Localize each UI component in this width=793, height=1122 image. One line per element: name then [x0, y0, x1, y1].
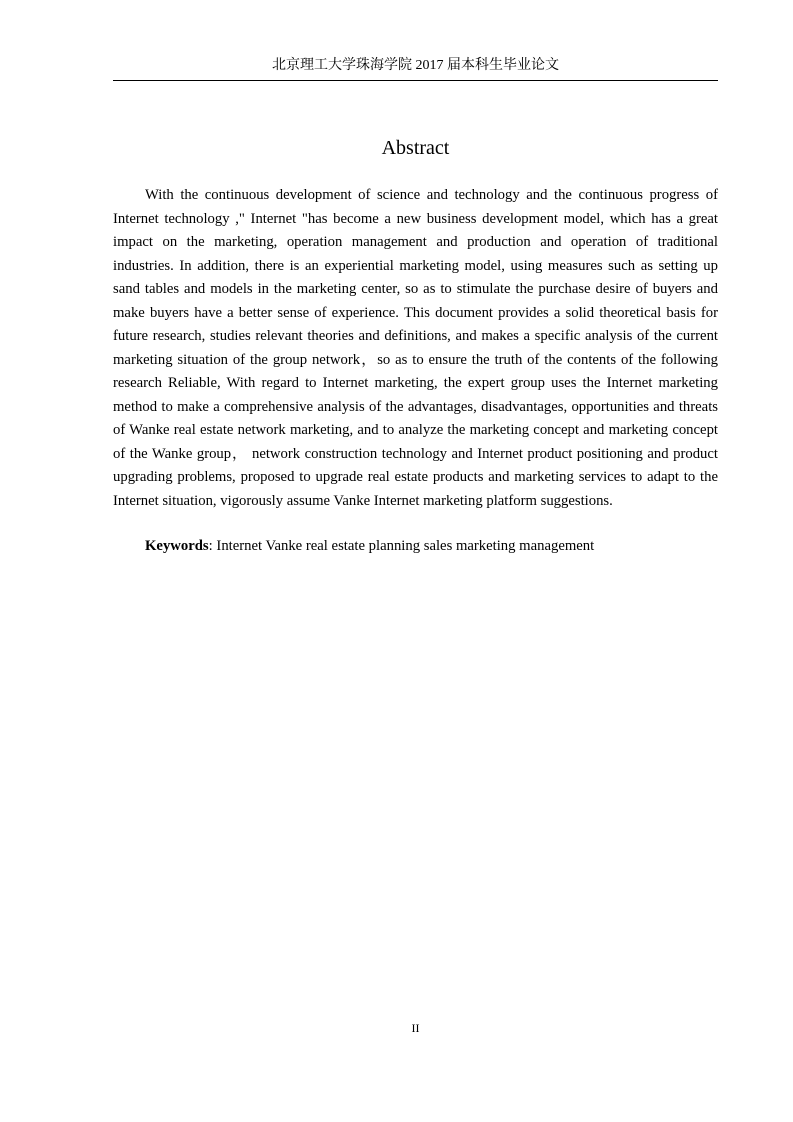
page-number: II	[411, 1021, 420, 1035]
abstract-title: Abstract	[381, 137, 450, 159]
keywords-separator: :	[208, 538, 217, 554]
page-header: 北京理工大学珠海学院 2017 届本科生毕业论文	[272, 58, 559, 73]
header-divider	[113, 80, 718, 81]
keywords-value: Internet Vanke real estate planning sales marketing management	[216, 538, 595, 554]
keywords-line	[113, 535, 718, 559]
abstract-body: With the continuous development of science and technology and the continuous progress of Internet technology ," Internet "has become a new business development model, which has a great impact on the marketing, operation management and production and operation of traditional industries. In addition, there is an experiential marketing model, using measures such as setting up sand tables and models in the marketing center, so as to stimulate the purchase desire of buyers and make buyers have a better sense of experience. This document provides a solid theoretical basis for future research, studies relevant theories and definitions, and makes a specific analysis of the current marketing situation of the group network，so as to ensure the truth of the contents of the following research Reliable, With regard to Internet marketing, the expert group uses the Internet marketing method to make a comprehensive analysis of the advantages, disadvantages, opportunities and threats of Wanke real estate network marketing, and to analyze the marketing concept and marketing concept of the Wanke group， network construction technology and Internet product positioning and product upgrading problems, proposed to upgrade real estate products and marketing services to adapt to the Internet situation, vigorously assume Vanke Internet marketing platform suggestions.	[113, 187, 718, 509]
keywords-label: Keywords	[145, 538, 209, 554]
